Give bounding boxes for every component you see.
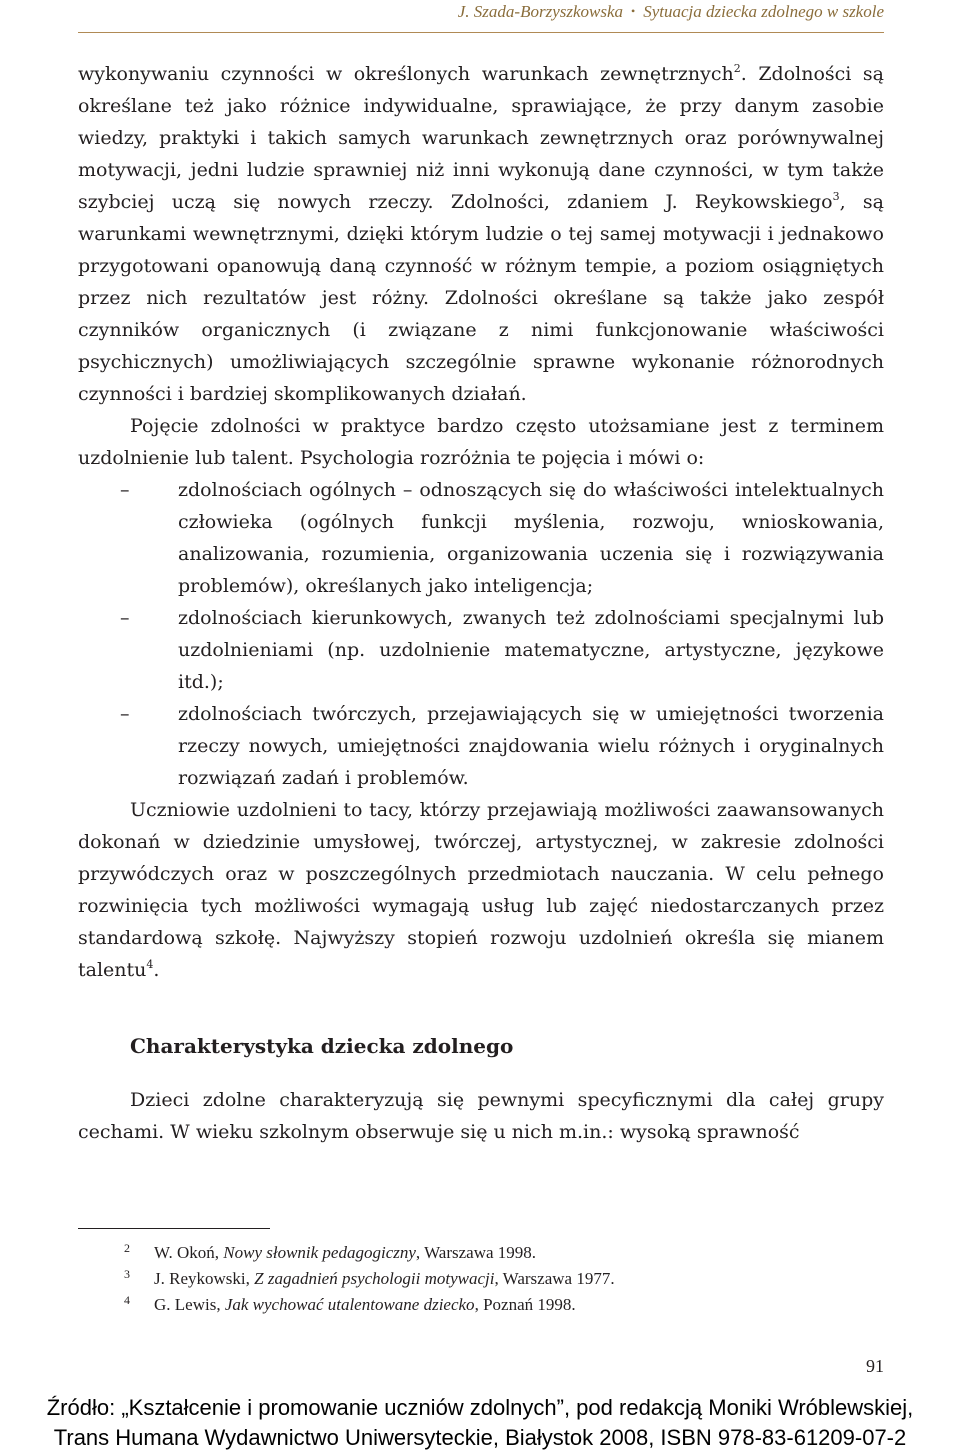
header-author: J. Szada-Borzyszkowska — [457, 2, 624, 21]
footnote-number: 4 — [124, 1293, 130, 1307]
paragraph-1-part-a: wykonywaniu czynności w określonych warunkach zewnętrznych — [78, 63, 734, 85]
abilities-list — [78, 474, 884, 794]
footnote-rule — [78, 1228, 270, 1229]
list-item — [78, 474, 884, 602]
list-dash: – — [120, 703, 130, 725]
running-header — [458, 2, 884, 22]
list-item — [78, 602, 884, 698]
page-number: 91 — [866, 1356, 884, 1376]
footnote — [78, 1292, 884, 1318]
header-title: Sytuacja dziecka zdolnego w szkole — [643, 2, 884, 21]
body-text — [78, 58, 884, 1148]
footnote-author: J. Reykowski, — [154, 1269, 250, 1288]
list-item-text: zdolnościach twórczych, przejawiających się w umiejętności tworzenia rzeczy nowych, umiejętności znajdowania wielu różnych i oryginalnych rozwiązań zadań i problemów. — [178, 703, 884, 789]
footnote-ref-2: 2 — [733, 62, 741, 75]
footnote-title: Jak wychować utalentowane dziecko — [224, 1295, 475, 1314]
paragraph-4: Dzieci zdolne charakteryzują się pewnymi specyficznymi dla całej grupy cechami. W wieku szkolnym obserwuje się u nich m.in.: wysoką sprawność — [78, 1089, 884, 1143]
source-line-2: Trans Humana Wydawnictwo Uniwersyteckie, Białystok 2008, ISBN 978-83-61209-07-2 — [53, 1425, 907, 1450]
footnote-rest: , Warszawa 1998. — [415, 1243, 537, 1262]
paragraph-3 — [78, 794, 884, 986]
footnote-author: G. Lewis, — [154, 1295, 221, 1314]
header-bullet: • — [631, 4, 636, 18]
paragraph-2: Pojęcie zdolności w praktyce bardzo często utożsamiane jest z terminem uzdolnienie lub talent. Psychologia rozróżnia te pojęcia i mówi o: — [78, 415, 884, 469]
list-dash: – — [120, 607, 130, 629]
source-citation — [0, 1393, 960, 1453]
list-item-text: zdolnościach kierunkowych, zwanych też zdolnościami specjalnymi lub uzdolnieniami (np. uzdolnienie matematyczne, artystyczne, językowe itd.); — [178, 607, 884, 693]
footnote — [78, 1240, 884, 1266]
footnote-title: Nowy słownik pedagogiczny — [223, 1243, 416, 1262]
footnote-title: Z zagadnień psychologii motywacji — [254, 1269, 495, 1288]
paragraph-3-part-a: Uczniowie uzdolnieni to tacy, którzy przejawiają możliwości zaawansowanych dokonań w dziedzinie umysłowej, twórczej, artystycznej, w zakresie zdolności przywódczych oraz w poszczególnych przedmiotach nauczania. W celu pełnego rozwinięcia tych możliwości wymagają usług lub zajęć niedostarczanych przez standardową szkołę. Najwyższy stopień rozwoju uzdolnień określa się mianem talentu — [78, 799, 884, 981]
paragraph-3-part-b: . — [153, 959, 160, 981]
footnote-ref-3: 3 — [832, 190, 840, 203]
footnote — [78, 1266, 884, 1292]
list-item-text: zdolnościach ogólnych – odnoszących się do właściwości intelektualnych człowieka (ogólnych funkcji myślenia, rozwoju, wnioskowania, analizowania, rozumienia, organizowania uczenia się i rozwiązywania problemów), określanych jako inteligencja; — [178, 479, 884, 597]
footnote-number: 2 — [124, 1241, 130, 1255]
paragraph-1-part-b: . Zdolności są określane też jako różnice indywidualne, sprawiające, że przy danym zasobie wiedzy, praktyki i takich samych warunkach zewnętrznych oraz porównywalnej motywacji, jedni ludzie sprawniej niż inni wykonują dane czynności, w tym także szybciej uczą się nowych rzeczy. Zdolności, zdaniem J. Reykowskiego — [78, 63, 884, 213]
footnote-ref-4: 4 — [146, 958, 154, 971]
list-dash: – — [120, 479, 130, 501]
footnote-rest: , Warszawa 1977. — [494, 1269, 615, 1288]
paragraph-1-part-c: , są warunkami wewnętrznymi, dzięki którym ludzie o tej samej motywacji i jednakowo przygotowani opanowują daną czynność w różnym tempie, a poziom osiągniętych przez nich rezultatów jest różny. Zdolności określane są także jako zespół czynników organicznych (i związane z nimi funkcjonowanie właściwości psychicznych) umożliwiających szczególnie sprawne wykonanie różnorodnych czynności i bardziej skomplikowanych działań. — [78, 191, 884, 405]
footnote-rest: , Poznań 1998. — [474, 1295, 576, 1314]
header-rule — [78, 32, 884, 33]
footnote-author: W. Okoń, — [154, 1243, 220, 1262]
section-heading: Charakterystyka dziecka zdolnego — [130, 1034, 514, 1058]
list-item — [78, 698, 884, 794]
source-line-1: Źródło: „Kształcenie i promowanie uczniów zdolnych”, pod redakcją Moniki Wróblewskiej, — [46, 1395, 914, 1420]
paragraph-1 — [78, 58, 884, 410]
footnotes — [78, 1240, 884, 1318]
footnote-number: 3 — [124, 1267, 130, 1281]
